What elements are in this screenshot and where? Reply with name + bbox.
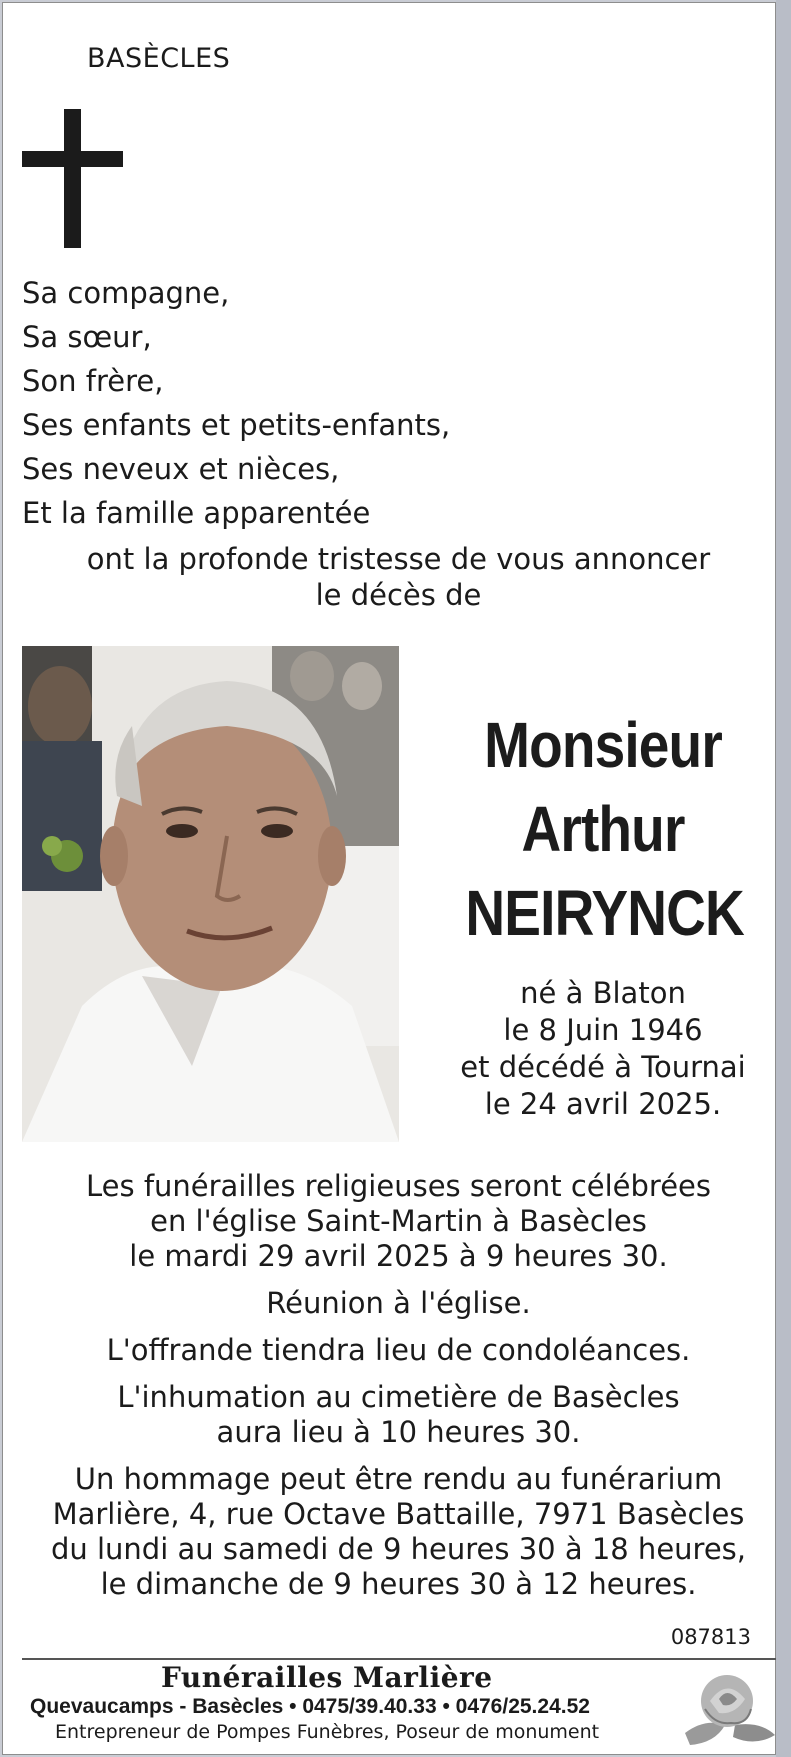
family-line: Ses enfants et petits-enfants, bbox=[22, 408, 451, 442]
deceased-last-name: NEIRYNCK bbox=[465, 877, 744, 949]
announcement-line: le décès de bbox=[315, 578, 482, 612]
ceremony-paragraph bbox=[3, 1169, 791, 1274]
cross-horizontal-bar bbox=[22, 151, 123, 167]
obituary-notice bbox=[2, 2, 776, 1755]
deceased-name bbox=[465, 703, 744, 955]
family-line: Sa compagne, bbox=[22, 276, 230, 310]
family-line: Son frère, bbox=[22, 364, 164, 398]
burial-paragraph bbox=[3, 1380, 791, 1450]
meeting-paragraph bbox=[3, 1286, 791, 1321]
funeral-home-contact: Quevaucamps - Basècles • 0475/39.40.33 • 0476/25.24.52 bbox=[30, 1695, 590, 1718]
detail-line: Marlière, 4, rue Octave Battaille, 7971 Basècles bbox=[52, 1497, 745, 1531]
deceased-first-name: Arthur bbox=[521, 793, 685, 865]
announcement-line: ont la profonde tristesse de vous annoncer bbox=[86, 542, 711, 576]
death-date: le 24 avril 2025. bbox=[484, 1087, 722, 1121]
death-place: et décédé à Tournai bbox=[460, 1050, 746, 1084]
tribute-paragraph bbox=[3, 1462, 791, 1602]
offering-paragraph bbox=[3, 1333, 791, 1368]
detail-line: Réunion à l'église. bbox=[266, 1286, 531, 1320]
portrait-photo bbox=[22, 646, 399, 1142]
detail-line: le dimanche de 9 heures 30 à 12 heures. bbox=[100, 1567, 697, 1601]
reference-number: 087813 bbox=[670, 1625, 751, 1649]
location-heading: BASÈCLES bbox=[87, 43, 231, 74]
announcement bbox=[3, 541, 791, 613]
family-line: Sa sœur, bbox=[22, 320, 152, 354]
detail-line: le mardi 29 avril 2025 à 9 heures 30. bbox=[129, 1239, 668, 1273]
detail-line: Un hommage peut être rendu au funérarium bbox=[74, 1462, 723, 1496]
rose-icon bbox=[675, 1663, 779, 1751]
detail-line: L'inhumation au cimetière de Basècles bbox=[117, 1380, 680, 1414]
funeral-details bbox=[3, 1169, 791, 1614]
footer-divider bbox=[22, 1658, 776, 1660]
cross-vertical-bar bbox=[64, 109, 81, 248]
detail-line: Les funérailles religieuses seront célébrées bbox=[86, 1169, 711, 1203]
funeral-home-trade: Entrepreneur de Pompes Funèbres, Poseur de monument bbox=[55, 1721, 600, 1743]
deceased-title: Monsieur bbox=[484, 709, 722, 781]
detail-line: en l'église Saint-Martin à Basècles bbox=[150, 1204, 647, 1238]
family-line: Et la famille apparentée bbox=[22, 496, 371, 530]
funeral-home-name: Funérailles Marlière bbox=[161, 1661, 493, 1694]
detail-line: L'offrande tiendra lieu de condoléances. bbox=[106, 1333, 691, 1367]
family-line: Ses neveux et nièces, bbox=[22, 452, 340, 486]
detail-line: du lundi au samedi de 9 heures 30 à 18 heures, bbox=[50, 1532, 746, 1566]
birth-date: le 8 Juin 1946 bbox=[503, 1013, 703, 1047]
portrait-illustration bbox=[22, 646, 399, 1142]
life-dates bbox=[443, 975, 763, 1123]
detail-line: aura lieu à 10 heures 30. bbox=[216, 1415, 581, 1449]
family-list bbox=[22, 271, 450, 535]
birth-place: né à Blaton bbox=[520, 976, 686, 1010]
